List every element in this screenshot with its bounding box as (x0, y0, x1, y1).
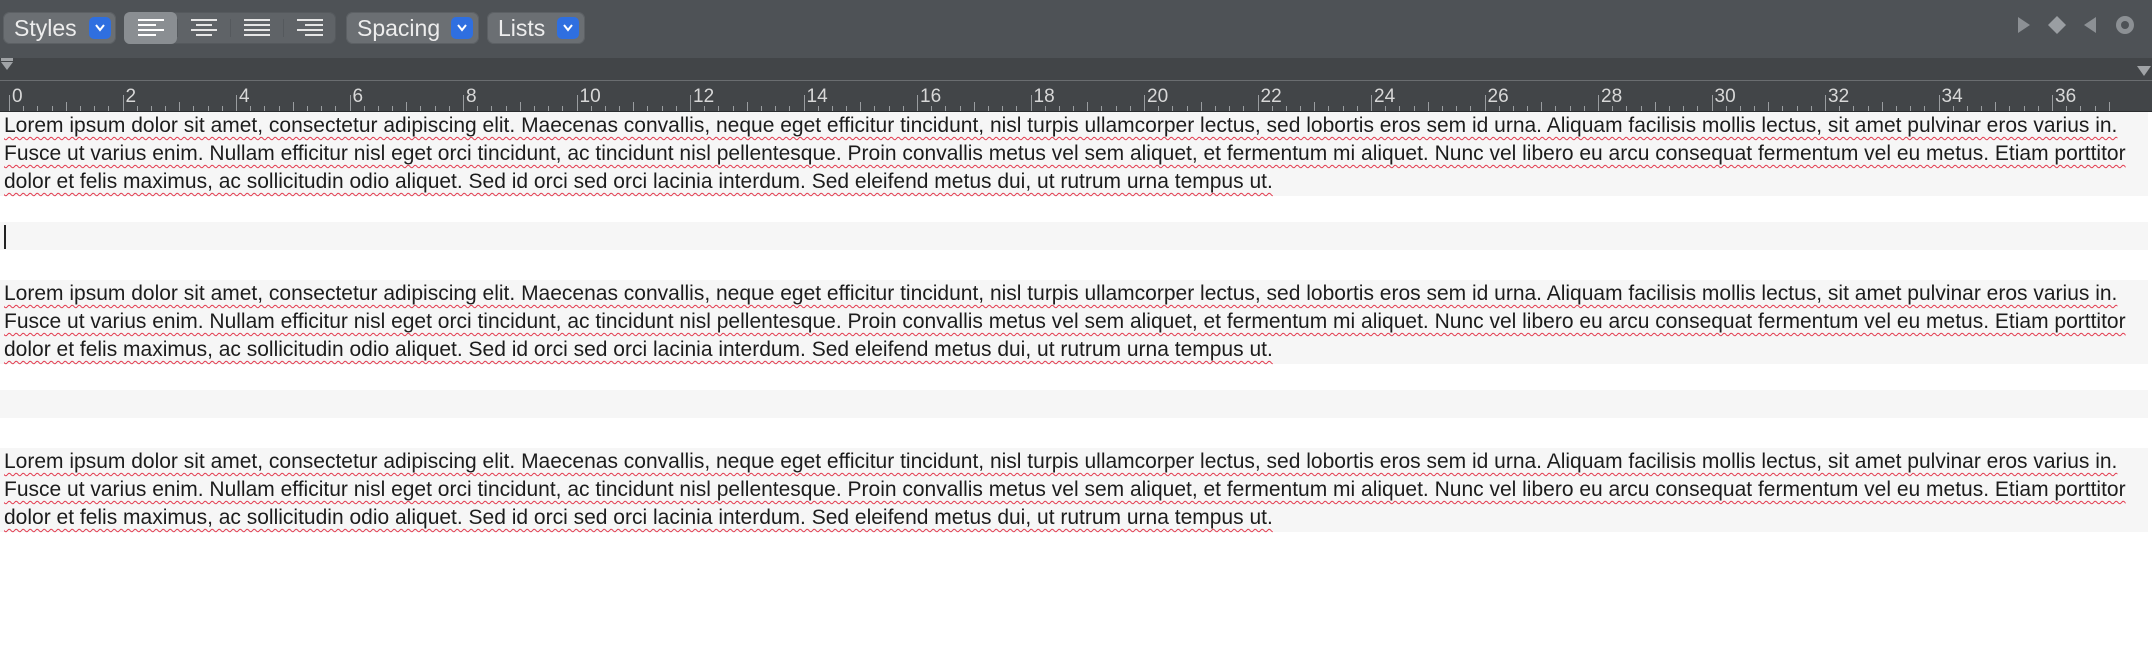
ruler-tick (1924, 106, 1925, 111)
ruler-tick (960, 106, 961, 111)
ruler-label: 24 (1374, 86, 1396, 107)
ruler-tick (1669, 106, 1670, 111)
ruler-tick (108, 106, 109, 111)
ruler-tick (775, 106, 776, 111)
chevron-down-icon (89, 17, 111, 39)
ruler-tick (279, 106, 280, 111)
ruler-tick (37, 106, 38, 111)
ruler-tick (321, 106, 322, 111)
ruler-tick (222, 106, 223, 111)
ruler-tick (9, 95, 10, 111)
ruler-tick (1797, 106, 1798, 111)
format-toolbar (0, 0, 2152, 58)
ruler-tick (1286, 106, 1287, 111)
ruler-tick (1399, 106, 1400, 111)
ruler-tick (491, 106, 492, 111)
ruler-tick (534, 106, 535, 111)
ruler-tick (889, 106, 890, 111)
ruler-tick (988, 106, 989, 111)
ruler-tick (1031, 95, 1032, 111)
ruler-tick (1768, 102, 1769, 111)
ruler-label: 18 (1033, 86, 1055, 107)
paragraph-text: Lorem ipsum dolor sit amet, consectetur adipiscing elit. Maecenas convallis, neque eget efficitur tincidunt, nisl turpis ullamcorper lectus, sed lobortis eros sem id urna. Aliquam facilisis mollis lectus, sit amet pulvinar eros varius in. Fusce ut varius enim. Nullam efficitur nisl eget orci tincidunt, ac tincidunt nisl pellentesque. Proin convallis metus vel sem aliquet, et fermentum mi aliquet. Nunc vel libero eu arcu consequat fermentum vel eu metus. Etiam porttitor dolor et felis maximus, ac sollicitudin odio aliquet. Sed id orci sed orci lacinia interdum. Sed eleifend metus dui, ut rutrum urna tempus ut. (4, 450, 2126, 529)
ruler-tick (789, 106, 790, 111)
ruler-tick (1314, 102, 1315, 111)
ruler-tick (1825, 95, 1826, 111)
styles-dropdown[interactable] (3, 12, 116, 44)
ruler-tick (1144, 95, 1145, 111)
ruler-tick (974, 102, 975, 111)
ruler-tick (1641, 106, 1642, 111)
ruler-tick (1754, 106, 1755, 111)
paragraph-2[interactable] (0, 280, 2148, 364)
ruler-tick (903, 106, 904, 111)
ruler-tick (562, 106, 563, 111)
ruler-label: 14 (806, 86, 828, 107)
ruler-label: 26 (1487, 86, 1509, 107)
paragraph-3[interactable] (0, 448, 2148, 532)
ruler-label: 28 (1601, 86, 1623, 107)
empty-paragraph[interactable] (0, 390, 2148, 418)
ruler-tick (860, 102, 861, 111)
ruler-tick (733, 106, 734, 111)
ruler-tick (647, 106, 648, 111)
ruler-tick (1442, 106, 1443, 111)
align-left-icon (138, 19, 164, 37)
text-caret (4, 225, 6, 249)
ruler-tick (676, 106, 677, 111)
ruler-tick (1187, 106, 1188, 111)
ruler-tick (193, 106, 194, 111)
ruler-label: 6 (352, 86, 364, 107)
ruler-tick (846, 106, 847, 111)
ruler-tick (718, 106, 719, 111)
ruler-tick (1712, 95, 1713, 111)
ruler-tick (1016, 106, 1017, 111)
ruler-tick (690, 95, 691, 111)
ruler-label: 36 (2055, 86, 2077, 107)
ruler-label: 2 (125, 86, 137, 107)
ruler-tick (917, 95, 918, 111)
ruler-tick (250, 106, 251, 111)
align-right-button[interactable] (283, 12, 336, 44)
ruler-label: 16 (920, 86, 942, 107)
ruler-tick (1087, 102, 1088, 111)
ruler-tick (293, 102, 294, 111)
ruler-tick (406, 102, 407, 111)
ruler-tick (1328, 106, 1329, 111)
ruler-tick (1939, 95, 1940, 111)
ruler-tick (1584, 106, 1585, 111)
left-indent-marker-icon[interactable] (0, 58, 16, 78)
ruler-tick (1258, 95, 1259, 111)
ruler-tick (2038, 106, 2039, 111)
ruler-tick (2024, 106, 2025, 111)
ruler-tick (137, 106, 138, 111)
ruler-tick (1513, 106, 1514, 111)
paragraph-text: Lorem ipsum dolor sit amet, consectetur adipiscing elit. Maecenas convallis, neque eget efficitur tincidunt, nisl turpis ullamcorper lectus, sed lobortis eros sem id urna. Aliquam facilisis mollis lectus, sit amet pulvinar eros varius in. Fusce ut varius enim. Nullam efficitur nisl eget orci tincidunt, ac tincidunt nisl pellentesque. Proin convallis metus vel sem aliquet, et fermentum mi aliquet. Nunc vel libero eu arcu consequat fermentum vel eu metus. Etiam porttitor dolor et felis maximus, ac sollicitudin odio aliquet. Sed id orci sed orci lacinia interdum. Sed eleifend metus dui, ut rutrum urna tempus ut. (4, 282, 2126, 361)
ruler-tick (1201, 102, 1202, 111)
ruler-label: 12 (693, 86, 715, 107)
align-justify-button[interactable] (230, 12, 283, 44)
ruler-tick (1541, 102, 1542, 111)
ruler-tick (179, 102, 180, 111)
ruler-label: 32 (1828, 86, 1850, 107)
ruler-tick (1343, 106, 1344, 111)
ruler-tick (151, 106, 152, 111)
document-editor[interactable] (0, 112, 2152, 648)
ruler-tick (449, 106, 450, 111)
ruler-tick (1229, 106, 1230, 111)
ruler-tick (1570, 106, 1571, 111)
ruler-tick (1782, 106, 1783, 111)
ruler-tick (165, 106, 166, 111)
align-right-icon (297, 19, 323, 37)
alignment-group (124, 12, 336, 44)
ruler-tick (1073, 106, 1074, 111)
ruler-tick (1896, 106, 1897, 111)
ruler-tick (520, 102, 521, 111)
ruler-tick (1371, 95, 1372, 111)
diamond-icon[interactable] (2046, 14, 2068, 36)
align-center-button[interactable] (177, 12, 230, 44)
ruler-tick (307, 106, 308, 111)
ruler-tick (1683, 106, 1684, 111)
ruler-tick (1995, 102, 1996, 111)
ruler-tick (945, 106, 946, 111)
ruler-tick (1882, 102, 1883, 111)
ruler-tick (832, 106, 833, 111)
ruler-tick (1485, 95, 1486, 111)
ruler-tick (1981, 106, 1982, 111)
lists-dropdown[interactable] (487, 12, 585, 44)
ruler-tick (1243, 106, 1244, 111)
ruler-tick (1655, 102, 1656, 111)
ruler[interactable] (0, 58, 2152, 112)
rewind-icon[interactable] (2080, 14, 2102, 36)
paragraph-1[interactable] (0, 112, 2148, 196)
ruler-tick (804, 95, 805, 111)
ruler-tick (463, 95, 464, 111)
ruler-tick (548, 106, 549, 111)
ruler-label: 22 (1260, 86, 1282, 107)
ruler-tick (420, 106, 421, 111)
ruler-tick (1967, 106, 1968, 111)
ruler-tick (477, 106, 478, 111)
ruler-tick (1868, 106, 1869, 111)
ruler-tick (1456, 106, 1457, 111)
ruler-tick (23, 106, 24, 111)
ruler-tick (605, 106, 606, 111)
ruler-tick (1527, 106, 1528, 111)
ruler-tick (2109, 102, 2110, 111)
align-left-button[interactable] (124, 12, 177, 44)
styles-label: Styles (14, 15, 77, 41)
ruler-tick (2095, 106, 2096, 111)
ruler-tick (662, 106, 663, 111)
ruler-label: 20 (1147, 86, 1169, 107)
lists-label: Lists (498, 15, 546, 41)
play-icon[interactable] (2012, 14, 2034, 36)
ruler-tick (1300, 106, 1301, 111)
ruler-tick (1910, 106, 1911, 111)
ruler-tick (577, 95, 578, 111)
ruler-tick (2080, 106, 2081, 111)
ruler-tick (1116, 106, 1117, 111)
ruler-tick (1130, 106, 1131, 111)
ruler-label: 0 (12, 86, 23, 107)
ruler-tick (1002, 106, 1003, 111)
spacing-label: Spacing (357, 15, 441, 41)
ruler-tick (66, 102, 67, 111)
ruler-tick (350, 95, 351, 111)
chevron-down-icon (451, 17, 473, 39)
ruler-tick (378, 106, 379, 111)
ruler-tick (236, 95, 237, 111)
empty-paragraph[interactable] (0, 222, 2148, 250)
ruler-tick (1626, 106, 1627, 111)
ruler-label: 30 (1714, 86, 1736, 107)
ruler-tick (1101, 106, 1102, 111)
ruler-tick (1853, 106, 1854, 111)
ruler-tick (1357, 106, 1358, 111)
ruler-tick (747, 102, 748, 111)
ruler-tick (1598, 95, 1599, 111)
ruler-tick (1428, 102, 1429, 111)
ruler-tick (392, 106, 393, 111)
ruler-tick (264, 106, 265, 111)
ruler-tick (761, 106, 762, 111)
ruler-label: 34 (1941, 86, 1963, 107)
ruler-tick (94, 106, 95, 111)
record-icon[interactable] (2114, 14, 2136, 36)
align-justify-icon (244, 19, 270, 37)
ruler-tick (52, 106, 53, 111)
ruler-tick (1811, 106, 1812, 111)
right-indent-marker-icon[interactable] (2136, 64, 2152, 78)
ruler-tick (506, 106, 507, 111)
ruler-tick (1215, 106, 1216, 111)
spacing-dropdown[interactable] (346, 12, 479, 44)
ruler-tick (1414, 106, 1415, 111)
ruler-tick (619, 106, 620, 111)
ruler-tick (123, 95, 124, 111)
ruler-tick (435, 106, 436, 111)
ruler-tick (1059, 106, 1060, 111)
align-center-icon (191, 19, 217, 37)
ruler-tick (2009, 106, 2010, 111)
ruler-tick (1697, 106, 1698, 111)
ruler-label: 10 (579, 86, 601, 107)
chevron-down-icon (557, 17, 579, 39)
ruler-tick (1470, 106, 1471, 111)
ruler-tick (633, 102, 634, 111)
ruler-tick (1555, 106, 1556, 111)
ruler-tick (364, 106, 365, 111)
ruler-tick (1740, 106, 1741, 111)
ruler-tick (335, 106, 336, 111)
ruler-label: 8 (466, 86, 477, 107)
ruler-tick (80, 106, 81, 111)
ruler-tick (1172, 106, 1173, 111)
ruler-tick (208, 106, 209, 111)
paragraph-text: Lorem ipsum dolor sit amet, consectetur adipiscing elit. Maecenas convallis, neque eget efficitur tincidunt, nisl turpis ullamcorper lectus, sed lobortis eros sem id urna. Aliquam facilisis mollis lectus, sit amet pulvinar eros varius in. Fusce ut varius enim. Nullam efficitur nisl eget orci tincidunt, ac tincidunt nisl pellentesque. Proin convallis metus vel sem aliquet, et fermentum mi aliquet. Nunc vel libero eu arcu consequat fermentum vel eu metus. Etiam porttitor dolor et felis maximus, ac sollicitudin odio aliquet. Sed id orci sed orci lacinia interdum. Sed eleifend metus dui, ut rutrum urna tempus ut. (4, 114, 2126, 193)
ruler-tick (2052, 95, 2053, 111)
ruler-tick (874, 106, 875, 111)
ruler-label: 4 (239, 86, 250, 107)
